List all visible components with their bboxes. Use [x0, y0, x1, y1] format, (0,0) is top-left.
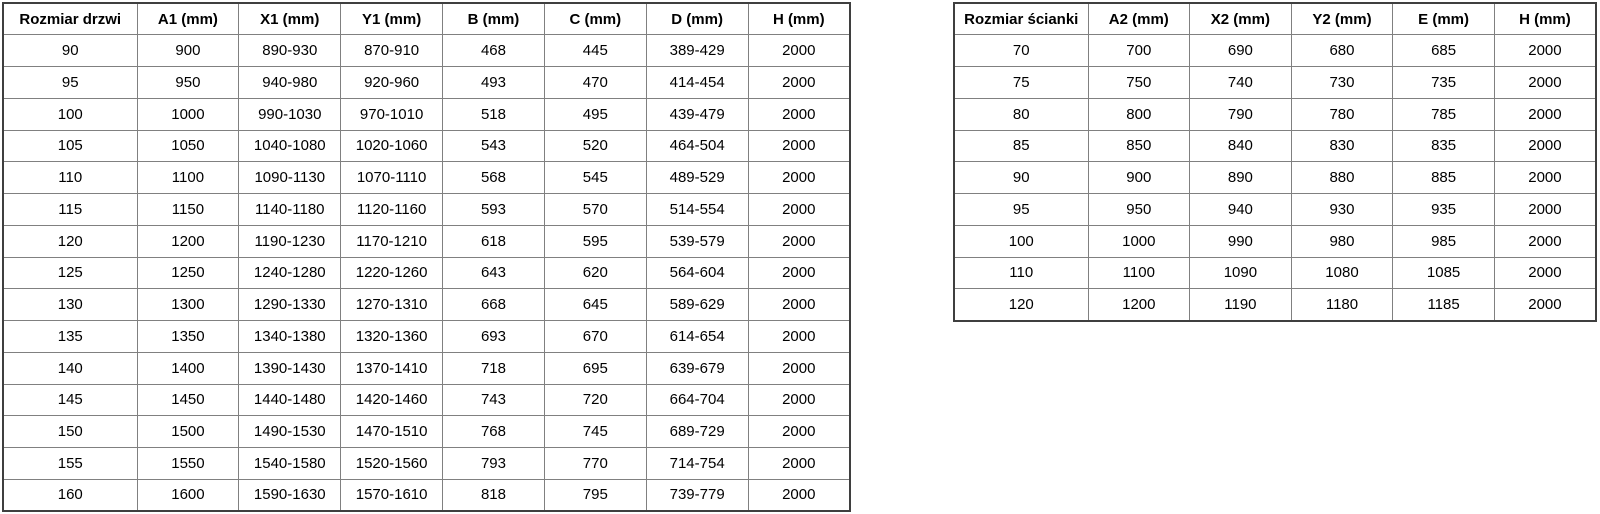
table-row	[3, 35, 850, 67]
table-cell: 645	[544, 289, 646, 321]
table-cell: 1150	[137, 194, 239, 226]
table-cell: 1120-1160	[341, 194, 443, 226]
table-cell: 135	[3, 321, 137, 353]
table-cell: 750	[1088, 67, 1190, 99]
table-cell: 2000	[1494, 130, 1596, 162]
table-cell: 2000	[748, 194, 850, 226]
table-cell: 1200	[137, 225, 239, 257]
table-cell: 2000	[748, 384, 850, 416]
table-cell: 2000	[1494, 225, 1596, 257]
door-table-body	[3, 35, 850, 511]
table-cell: 464-504	[646, 130, 748, 162]
table-cell: 2000	[748, 98, 850, 130]
table-row	[954, 35, 1596, 67]
table-cell: 595	[544, 225, 646, 257]
table-cell: 670	[544, 321, 646, 353]
table-cell: 105	[3, 130, 137, 162]
table-cell: 735	[1393, 67, 1495, 99]
table-cell: 685	[1393, 35, 1495, 67]
table-cell: 1440-1480	[239, 384, 341, 416]
table-cell: 720	[544, 384, 646, 416]
table-cell: 880	[1291, 162, 1393, 194]
table-cell: 935	[1393, 194, 1495, 226]
table-cell: 970-1010	[341, 98, 443, 130]
table-cell: 768	[443, 416, 545, 448]
column-header: H (mm)	[1494, 3, 1596, 35]
table-cell: 990-1030	[239, 98, 341, 130]
table-cell: 150	[3, 416, 137, 448]
table-cell: 920-960	[341, 67, 443, 99]
table-row	[954, 257, 1596, 289]
table-cell: 1300	[137, 289, 239, 321]
table-cell: 718	[443, 352, 545, 384]
table-cell: 140	[3, 352, 137, 384]
table-cell: 690	[1190, 35, 1292, 67]
table-row	[3, 384, 850, 416]
table-cell: 2000	[1494, 98, 1596, 130]
table-cell: 1100	[1088, 257, 1190, 289]
table-cell: 2000	[748, 225, 850, 257]
table-cell: 870-910	[341, 35, 443, 67]
table-cell: 85	[954, 130, 1088, 162]
table-cell: 1350	[137, 321, 239, 353]
table-cell: 389-429	[646, 35, 748, 67]
table-cell: 940-980	[239, 67, 341, 99]
column-header: A1 (mm)	[137, 3, 239, 35]
table-cell: 618	[443, 225, 545, 257]
table-cell: 950	[1088, 194, 1190, 226]
table-cell: 495	[544, 98, 646, 130]
table-cell: 1040-1080	[239, 130, 341, 162]
table-cell: 545	[544, 162, 646, 194]
wall-table-header	[954, 3, 1596, 35]
table-cell: 155	[3, 448, 137, 480]
column-header: A2 (mm)	[1088, 3, 1190, 35]
table-cell: 840	[1190, 130, 1292, 162]
table-cell: 2000	[748, 162, 850, 194]
table-cell: 693	[443, 321, 545, 353]
table-cell: 739-779	[646, 479, 748, 511]
table-row	[954, 194, 1596, 226]
table-cell: 1520-1560	[341, 448, 443, 480]
table-cell: 900	[137, 35, 239, 67]
column-header: Y1 (mm)	[341, 3, 443, 35]
table-cell: 1370-1410	[341, 352, 443, 384]
table-cell: 1070-1110	[341, 162, 443, 194]
table-cell: 1190-1230	[239, 225, 341, 257]
table-cell: 695	[544, 352, 646, 384]
table-cell: 740	[1190, 67, 1292, 99]
table-row	[954, 98, 1596, 130]
column-header: C (mm)	[544, 3, 646, 35]
table-cell: 75	[954, 67, 1088, 99]
table-cell: 115	[3, 194, 137, 226]
table-cell: 950	[137, 67, 239, 99]
table-cell: 1180	[1291, 289, 1393, 321]
table-cell: 900	[1088, 162, 1190, 194]
table-cell: 2000	[1494, 35, 1596, 67]
table-cell: 568	[443, 162, 545, 194]
door-table-header	[3, 3, 850, 35]
table-row	[3, 416, 850, 448]
table-cell: 850	[1088, 130, 1190, 162]
table-row	[3, 479, 850, 511]
table-cell: 620	[544, 257, 646, 289]
table-cell: 95	[3, 67, 137, 99]
table-cell: 2000	[1494, 194, 1596, 226]
table-cell: 1090-1130	[239, 162, 341, 194]
table-cell: 1050	[137, 130, 239, 162]
table-cell: 2000	[748, 448, 850, 480]
table-cell: 514-554	[646, 194, 748, 226]
table-cell: 2000	[748, 67, 850, 99]
table-cell: 2000	[748, 321, 850, 353]
table-row	[3, 67, 850, 99]
table-cell: 110	[3, 162, 137, 194]
table-cell: 745	[544, 416, 646, 448]
table-cell: 830	[1291, 130, 1393, 162]
column-header: Rozmiar ścianki	[954, 3, 1088, 35]
table-row	[954, 289, 1596, 321]
table-cell: 1340-1380	[239, 321, 341, 353]
table-row	[3, 194, 850, 226]
table-cell: 1550	[137, 448, 239, 480]
table-cell: 1190	[1190, 289, 1292, 321]
table-cell: 543	[443, 130, 545, 162]
table-cell: 90	[954, 162, 1088, 194]
table-cell: 2000	[1494, 257, 1596, 289]
wall-size-table	[953, 2, 1597, 322]
table-cell: 890	[1190, 162, 1292, 194]
table-cell: 589-629	[646, 289, 748, 321]
table-row	[3, 225, 850, 257]
door-size-table	[2, 2, 851, 512]
table-cell: 730	[1291, 67, 1393, 99]
table-cell: 885	[1393, 162, 1495, 194]
table-cell: 680	[1291, 35, 1393, 67]
table-row	[954, 67, 1596, 99]
table-row	[3, 289, 850, 321]
column-header: B (mm)	[443, 3, 545, 35]
table-cell: 780	[1291, 98, 1393, 130]
table-cell: 990	[1190, 225, 1292, 257]
column-header: D (mm)	[646, 3, 748, 35]
table-cell: 2000	[1494, 289, 1596, 321]
table-cell: 614-654	[646, 321, 748, 353]
table-cell: 1400	[137, 352, 239, 384]
table-cell: 1220-1260	[341, 257, 443, 289]
column-header: Rozmiar drzwi	[3, 3, 137, 35]
table-cell: 930	[1291, 194, 1393, 226]
column-header: X1 (mm)	[239, 3, 341, 35]
header-row	[3, 3, 850, 35]
table-cell: 2000	[748, 130, 850, 162]
table-cell: 1000	[1088, 225, 1190, 257]
table-cell: 70	[954, 35, 1088, 67]
table-cell: 714-754	[646, 448, 748, 480]
table-cell: 1540-1580	[239, 448, 341, 480]
table-cell: 1420-1460	[341, 384, 443, 416]
table-cell: 1085	[1393, 257, 1495, 289]
table-cell: 835	[1393, 130, 1495, 162]
table-cell: 470	[544, 67, 646, 99]
table-cell: 125	[3, 257, 137, 289]
table-cell: 2000	[748, 257, 850, 289]
table-cell: 940	[1190, 194, 1292, 226]
column-header: E (mm)	[1393, 3, 1495, 35]
table-cell: 145	[3, 384, 137, 416]
table-row	[954, 130, 1596, 162]
table-row	[3, 448, 850, 480]
column-header: H (mm)	[748, 3, 850, 35]
table-cell: 1590-1630	[239, 479, 341, 511]
table-cell: 1290-1330	[239, 289, 341, 321]
table-cell: 700	[1088, 35, 1190, 67]
table-cell: 120	[3, 225, 137, 257]
table-cell: 639-679	[646, 352, 748, 384]
table-cell: 1490-1530	[239, 416, 341, 448]
table-cell: 1170-1210	[341, 225, 443, 257]
table-cell: 564-604	[646, 257, 748, 289]
table-cell: 1200	[1088, 289, 1190, 321]
table-cell: 793	[443, 448, 545, 480]
table-cell: 1500	[137, 416, 239, 448]
table-cell: 1240-1280	[239, 257, 341, 289]
table-cell: 518	[443, 98, 545, 130]
table-row	[3, 352, 850, 384]
table-cell: 489-529	[646, 162, 748, 194]
table-cell: 1570-1610	[341, 479, 443, 511]
table-row	[3, 321, 850, 353]
table-cell: 689-729	[646, 416, 748, 448]
table-cell: 1390-1430	[239, 352, 341, 384]
table-cell: 800	[1088, 98, 1190, 130]
table-row	[3, 98, 850, 130]
table-cell: 1250	[137, 257, 239, 289]
table-cell: 985	[1393, 225, 1495, 257]
table-cell: 2000	[748, 289, 850, 321]
table-cell: 785	[1393, 98, 1495, 130]
table-cell: 643	[443, 257, 545, 289]
table-cell: 1600	[137, 479, 239, 511]
table-cell: 1000	[137, 98, 239, 130]
table-row	[954, 225, 1596, 257]
table-cell: 1185	[1393, 289, 1495, 321]
table-cell: 668	[443, 289, 545, 321]
table-cell: 110	[954, 257, 1088, 289]
table-cell: 593	[443, 194, 545, 226]
table-cell: 2000	[1494, 67, 1596, 99]
table-cell: 1450	[137, 384, 239, 416]
table-row	[3, 130, 850, 162]
table-cell: 468	[443, 35, 545, 67]
table-cell: 90	[3, 35, 137, 67]
table-cell: 795	[544, 479, 646, 511]
table-cell: 664-704	[646, 384, 748, 416]
table-cell: 743	[443, 384, 545, 416]
table-cell: 2000	[748, 35, 850, 67]
table-cell: 1020-1060	[341, 130, 443, 162]
table-cell: 2000	[748, 416, 850, 448]
table-cell: 520	[544, 130, 646, 162]
table-cell: 2000	[748, 352, 850, 384]
table-cell: 1270-1310	[341, 289, 443, 321]
table-cell: 539-579	[646, 225, 748, 257]
table-cell: 1320-1360	[341, 321, 443, 353]
table-cell: 1090	[1190, 257, 1292, 289]
column-header: X2 (mm)	[1190, 3, 1292, 35]
column-header: Y2 (mm)	[1291, 3, 1393, 35]
table-cell: 95	[954, 194, 1088, 226]
table-cell: 1100	[137, 162, 239, 194]
table-cell: 1470-1510	[341, 416, 443, 448]
table-cell: 2000	[1494, 162, 1596, 194]
table-cell: 1140-1180	[239, 194, 341, 226]
table-cell: 570	[544, 194, 646, 226]
table-cell: 120	[954, 289, 1088, 321]
table-cell: 414-454	[646, 67, 748, 99]
table-cell: 130	[3, 289, 137, 321]
wall-table-body	[954, 35, 1596, 321]
table-cell: 890-930	[239, 35, 341, 67]
table-cell: 818	[443, 479, 545, 511]
table-cell: 445	[544, 35, 646, 67]
table-cell: 80	[954, 98, 1088, 130]
table-cell: 2000	[748, 479, 850, 511]
table-cell: 160	[3, 479, 137, 511]
table-row	[3, 162, 850, 194]
table-cell: 100	[3, 98, 137, 130]
table-cell: 980	[1291, 225, 1393, 257]
table-cell: 1080	[1291, 257, 1393, 289]
table-cell: 439-479	[646, 98, 748, 130]
table-cell: 100	[954, 225, 1088, 257]
table-cell: 493	[443, 67, 545, 99]
table-cell: 770	[544, 448, 646, 480]
header-row	[954, 3, 1596, 35]
table-row	[954, 162, 1596, 194]
table-row	[3, 257, 850, 289]
table-cell: 790	[1190, 98, 1292, 130]
